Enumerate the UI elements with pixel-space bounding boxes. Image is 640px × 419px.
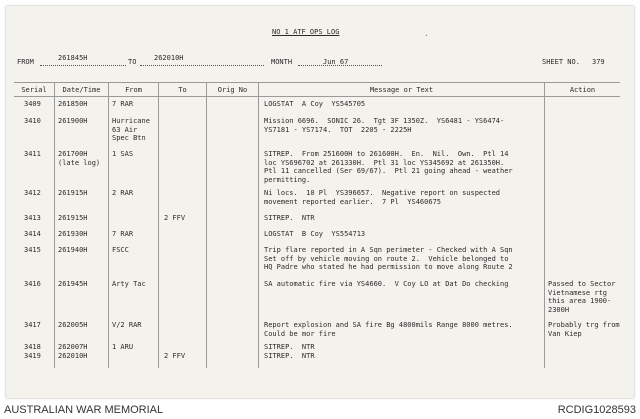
col-header-from: From: [125, 86, 142, 94]
row-serial: 3414: [24, 230, 41, 238]
table-top-rule: [14, 82, 620, 83]
sheet-value: 379: [592, 58, 605, 66]
row-serial: 3415: [24, 246, 41, 254]
row-message: LOGSTAT A Coy YS545705: [264, 100, 366, 108]
to-value: 262010H: [154, 54, 184, 62]
archive-name: AUSTRALIAN WAR MEMORIAL: [4, 404, 164, 416]
col-header-to: To: [178, 86, 187, 94]
row-message: Ni locs. 10 Pl YS396657. Negative report on suspected movement reported earlier. 7 Pl YS460675: [264, 189, 501, 206]
row-message: SA automatic fire via YS4660. V Coy LO at Dat Do checking: [264, 280, 509, 288]
col-header-datetime: Date/Time: [62, 86, 101, 94]
row-message: SITREP. NTR: [264, 214, 315, 222]
row-serial: 3410: [24, 117, 41, 125]
log-title: NO 1 ATF OPS LOG: [272, 28, 340, 36]
handwritten-tick-mark: ˊ: [424, 34, 429, 43]
row-datetime: 261850H: [58, 100, 88, 108]
row-datetime: 262005H: [58, 321, 88, 329]
row-datetime: 261945H: [58, 280, 88, 288]
row-from: Arty Tac: [112, 280, 146, 288]
to-dotted-line: [140, 65, 264, 66]
row-message: Report explosion and SA fire Bg 4800mils Range 8000 metres. Could be mor fire: [264, 321, 513, 338]
row-action: Passed to Sector Vietnamese rtg this area 1900- 2300H: [548, 280, 616, 314]
col-divider: [158, 82, 159, 368]
from-value: 261845H: [58, 54, 88, 62]
row-datetime: 261930H: [58, 230, 88, 238]
row-serial: 3411: [24, 150, 41, 158]
row-serial: 3417: [24, 321, 41, 329]
row-from: 1 ARU: [112, 343, 134, 351]
row-action: Probably trg from Van Kiep: [548, 321, 620, 338]
month-label: MONTH: [271, 58, 293, 66]
col-divider: [206, 82, 207, 368]
row-message: SITREP. NTR: [264, 343, 315, 351]
col-divider: [54, 82, 55, 368]
record-id: RCDIG1028593: [557, 404, 636, 416]
from-label: FROM: [17, 58, 34, 66]
row-from: FSCC: [112, 246, 129, 254]
row-datetime: 261700H (late log): [58, 150, 101, 167]
row-datetime: 261940H: [58, 246, 88, 254]
row-serial: 3418: [24, 343, 41, 351]
row-from: 7 RAR: [112, 230, 134, 238]
row-datetime: 261900H: [58, 117, 88, 125]
row-serial: 3412: [24, 189, 41, 197]
col-header-orig-no: Orig No: [217, 86, 248, 94]
to-label: TO: [128, 58, 137, 66]
row-from: 1 SAS: [112, 150, 134, 158]
row-message: LOGSTAT B Coy YS554713: [264, 230, 366, 238]
table-header-rule: [14, 96, 620, 97]
col-header-action: Action: [569, 86, 596, 94]
row-message: Mission 6696. SONIC 26. Tgt 3F 1350Z. YS6481 - YS6474- YS7181 - YS7174. TOT 2205 - 2225H: [264, 117, 505, 134]
row-message: SITREP. From 251600H to 261600H. En. Nil. Own. Ptl 14 loc YS696702 at 261330H. Ptl 31 loc YS345692 at 261350H. Ptl 11 cancelled (Ser 69/67). Ptl 21 going ahead - weather permitting.: [264, 150, 513, 184]
row-from: Hurricane 63 Air Spec Btn: [112, 117, 150, 142]
row-serial: 3419: [24, 352, 41, 360]
sheet-label: SHEET NO.: [542, 58, 580, 66]
row-datetime: 262007H: [58, 343, 88, 351]
row-datetime: 262010H: [58, 352, 88, 360]
row-from: 2 RAR: [112, 189, 134, 197]
from-dotted-line: [40, 65, 126, 66]
row-serial: 3409: [24, 100, 41, 108]
col-header-message: Message or Text: [369, 86, 434, 94]
row-serial: 3413: [24, 214, 41, 222]
archive-footer: [0, 401, 640, 419]
row-datetime: 261915H: [58, 189, 88, 197]
row-serial: 3416: [24, 280, 41, 288]
month-value: Jun 67: [323, 58, 349, 66]
row-to: 2 FFV: [164, 352, 186, 360]
row-message: SITREP. NTR: [264, 352, 315, 360]
row-message: Trip flare reported in A Sqn perimeter - Checked with A Sqn Set off by vehicle moving on route 2. Vehicle belonged to HQ Padre who stated he had permission to move along Route 2: [264, 246, 513, 271]
col-divider: [544, 82, 545, 368]
row-to: 2 FFV: [164, 214, 186, 222]
row-from: V/2 RAR: [112, 321, 142, 329]
col-divider: [108, 82, 109, 368]
row-from: 7 RAR: [112, 100, 134, 108]
col-divider: [258, 82, 259, 368]
col-header-serial: Serial: [21, 86, 47, 94]
row-datetime: 261915H: [58, 214, 88, 222]
